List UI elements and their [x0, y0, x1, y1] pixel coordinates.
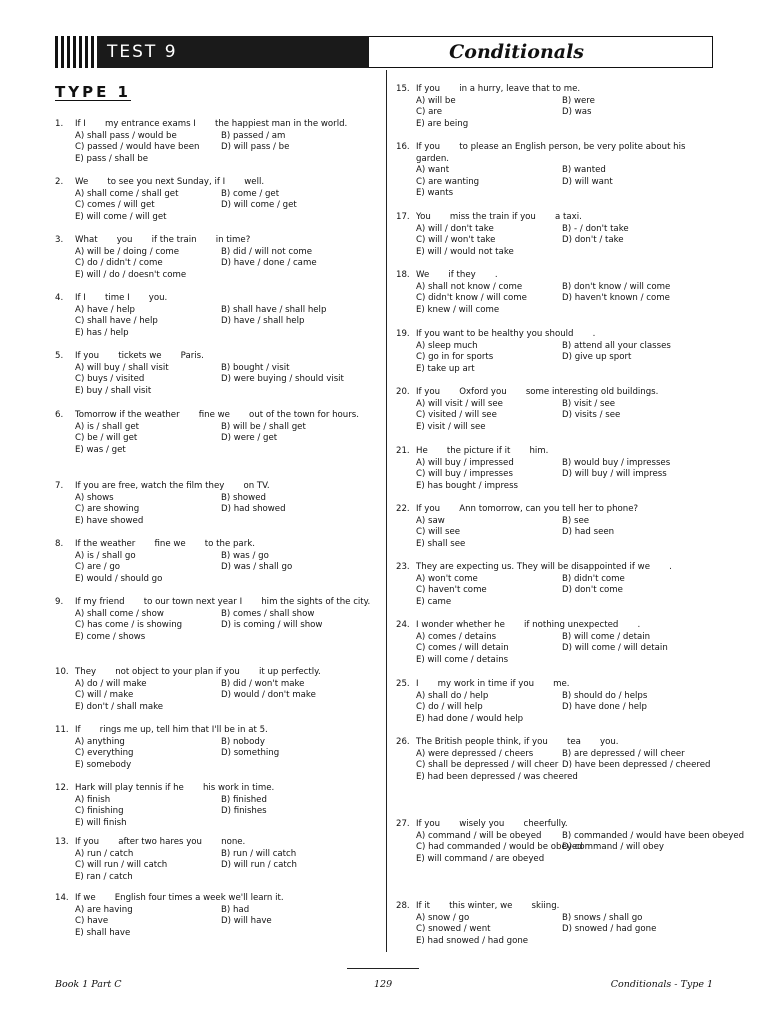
answer-option[interactable]: B) passed / am: [221, 130, 286, 141]
answer-option[interactable]: A) anything: [75, 736, 125, 747]
answer-option[interactable]: E) ran / catch: [75, 871, 133, 882]
question-text: They not object to your plan if you it up perfectly.: [75, 667, 321, 677]
answer-option[interactable]: B) come / get: [221, 188, 280, 199]
answer-option[interactable]: A) shall pass / would be: [75, 130, 177, 141]
answer-option[interactable]: E) come / shows: [75, 631, 146, 642]
answer-option[interactable]: D) will want: [562, 176, 613, 187]
question-28: [396, 901, 714, 947]
answer-option[interactable]: C) finishing: [75, 806, 124, 817]
answer-option[interactable]: C) are / go: [75, 562, 121, 573]
answer-option[interactable]: E) pass / shall be: [75, 153, 148, 164]
question-number: 9.: [55, 597, 64, 607]
answer-option[interactable]: C) are showing: [75, 504, 140, 515]
question-12: [55, 783, 373, 829]
answer-option[interactable]: E) had done / would help: [416, 713, 524, 724]
question-text: You miss the train if you a taxi.: [416, 212, 582, 222]
question-number: 17.: [396, 212, 410, 222]
question-stem: [396, 329, 714, 341]
question-text: If you after two hares you none.: [75, 837, 246, 847]
question-number: 3.: [55, 235, 64, 245]
question-11: [55, 725, 373, 771]
question-text: Hark will play tennis if he his work in time.: [75, 783, 275, 793]
question-number: 5.: [55, 351, 64, 361]
answer-option[interactable]: A) run / catch: [75, 848, 134, 859]
answer-options: [55, 363, 373, 398]
question-number: 26.: [396, 737, 410, 747]
answer-options: [55, 247, 373, 282]
footer-section: Conditionals - Type 1: [610, 979, 713, 990]
answer-option[interactable]: A) shall come / show: [75, 608, 164, 619]
answer-option[interactable]: E) take up art: [416, 363, 475, 374]
answer-option[interactable]: C) have: [75, 916, 109, 927]
answer-option[interactable]: A) shall do / help: [416, 690, 489, 701]
answer-option[interactable]: B) see: [562, 515, 590, 526]
answer-option[interactable]: E) shall have: [75, 927, 131, 938]
page-header: [55, 36, 713, 68]
question-text: If you want to be healthy you should .: [416, 329, 596, 339]
question-number: 8.: [55, 539, 64, 549]
answer-option[interactable]: C) everything: [75, 748, 134, 759]
question-stem: [396, 212, 714, 224]
answer-option[interactable]: C) comes / will detain: [416, 643, 509, 654]
answer-option[interactable]: B) are depressed / will cheer: [562, 748, 685, 759]
answer-option[interactable]: E) knew / will come: [416, 304, 500, 315]
answer-option[interactable]: C) will / won't take: [416, 235, 496, 246]
question-number: 16.: [396, 142, 410, 152]
question-stem: [55, 235, 373, 247]
answer-option[interactable]: B) should do / helps: [562, 690, 648, 701]
question-number: 1.: [55, 119, 64, 129]
question-text: What you if the train in time?: [75, 235, 251, 245]
question-15: [396, 84, 714, 130]
question-9: [55, 597, 373, 643]
answer-option[interactable]: E) would / should go: [75, 573, 163, 584]
answer-option[interactable]: A) will be / doing / come: [75, 246, 179, 257]
question-10: [55, 667, 373, 713]
answer-option[interactable]: C) visited / will see: [416, 410, 497, 421]
question-stem: [55, 725, 373, 737]
answer-option[interactable]: A) will buy / shall visit: [75, 362, 169, 373]
answer-option[interactable]: B) nobody: [221, 736, 265, 747]
question-16: [396, 142, 714, 200]
question-number: 18.: [396, 270, 410, 280]
answer-options: [396, 913, 714, 948]
answer-option[interactable]: C) are: [416, 107, 442, 118]
question-number: 20.: [396, 387, 410, 397]
question-text: Tomorrow if the weather fine we out of the town for hours.: [75, 410, 359, 420]
question-number: 24.: [396, 620, 410, 630]
answer-option[interactable]: D) will come / will detain: [562, 643, 668, 654]
answer-options: [396, 458, 714, 493]
question-stem: [55, 293, 373, 305]
answer-options: [396, 224, 714, 259]
answer-option[interactable]: A) snow / go: [416, 912, 470, 923]
answer-option[interactable]: C) passed / would have been: [75, 142, 200, 153]
answer-option[interactable]: E) will command / are obeyed: [416, 853, 545, 864]
answer-option[interactable]: C) shall be depressed / will cheer: [416, 760, 559, 771]
question-number: 23.: [396, 562, 410, 572]
answer-option[interactable]: A) command / will be obeyed: [416, 830, 542, 841]
question-text: If it this winter, we skiing.: [416, 901, 560, 911]
answer-option[interactable]: D) will pass / be: [221, 142, 290, 153]
answer-option[interactable]: B) showed: [221, 492, 266, 503]
answer-option[interactable]: C) be / will get: [75, 433, 138, 444]
answer-option[interactable]: C) comes / will get: [75, 200, 155, 211]
answer-options: [55, 609, 373, 644]
answer-option[interactable]: C) are wanting: [416, 176, 480, 187]
topic-title: Conditionals: [369, 36, 713, 68]
answer-option[interactable]: E) buy / shall visit: [75, 385, 152, 396]
answer-option[interactable]: C) has come / is showing: [75, 620, 183, 631]
answer-option[interactable]: B) snows / shall go: [562, 912, 643, 923]
answer-option[interactable]: A) sleep much: [416, 340, 478, 351]
answer-option[interactable]: A) is / shall go: [75, 550, 136, 561]
answer-option[interactable]: B) will come / detain: [562, 631, 651, 642]
answer-option[interactable]: A) were depressed / cheers: [416, 748, 534, 759]
question-number: 6.: [55, 410, 64, 420]
question-text: If rings me up, tell him that I'll be in at 5.: [75, 725, 268, 735]
answer-option[interactable]: A) won't come: [416, 573, 478, 584]
question-4: [55, 293, 373, 339]
answer-options: [55, 493, 373, 528]
question-stem: [55, 410, 373, 422]
answer-option[interactable]: A) have / help: [75, 304, 135, 315]
question-8: [55, 539, 373, 585]
answer-option[interactable]: A) shall come / shall get: [75, 188, 179, 199]
question-number: 10.: [55, 667, 69, 677]
answer-option[interactable]: C) shall have / help: [75, 316, 158, 327]
answer-option[interactable]: D) have done / help: [562, 702, 647, 713]
footer-rule: [347, 968, 419, 969]
answer-option[interactable]: E) visit / will see: [416, 421, 486, 432]
question-22: [396, 504, 714, 550]
question-text: I my work in time if you me.: [416, 679, 570, 689]
answer-option[interactable]: D) will have: [221, 916, 272, 927]
answer-option[interactable]: D) finishes: [221, 806, 267, 817]
answer-option[interactable]: B) don't know / will come: [562, 281, 671, 292]
answer-options: [396, 574, 714, 609]
question-stem: [396, 84, 714, 96]
question-text: If you tickets we Paris.: [75, 351, 204, 361]
answer-option[interactable]: B) would buy / impresses: [562, 457, 671, 468]
question-stem: [55, 597, 373, 609]
answer-option[interactable]: E) has bought / impress: [416, 480, 519, 491]
question-14: [55, 893, 373, 939]
question-number: 11.: [55, 725, 69, 735]
question-25: [396, 679, 714, 725]
question-text: If you in a hurry, leave that to me.: [416, 84, 581, 94]
answer-options: [55, 551, 373, 586]
question-number: 2.: [55, 177, 64, 187]
footer-book: Book 1 Part C: [55, 979, 122, 990]
answer-option[interactable]: E) will come / detains: [416, 654, 509, 665]
question-text: If I my entrance exams I the happiest man in the world.: [75, 119, 348, 129]
answer-option[interactable]: D) will buy / will impress: [562, 469, 667, 480]
answer-options: [55, 131, 373, 166]
question-stem: [55, 481, 373, 493]
answer-option[interactable]: A) is / shall get: [75, 421, 139, 432]
answer-options: [396, 282, 714, 317]
answer-option[interactable]: C) will run / will catch: [75, 860, 168, 871]
answer-option[interactable]: E) somebody: [75, 759, 132, 770]
answer-option[interactable]: C) haven't come: [416, 585, 487, 596]
answer-option[interactable]: C) do / didn't / come: [75, 258, 163, 269]
question-text: I wonder whether he if nothing unexpected .: [416, 620, 641, 630]
question-2: [55, 177, 373, 223]
answer-option[interactable]: D) command / will obey: [562, 842, 664, 853]
answer-option[interactable]: B) visit / see: [562, 398, 616, 409]
answer-option[interactable]: E) will / do / doesn't come: [75, 269, 187, 280]
question-text: If my friend to our town next year I him the sights of the city.: [75, 597, 371, 607]
answer-option[interactable]: D) is coming / will show: [221, 620, 323, 631]
answer-option[interactable]: B) comes / shall show: [221, 608, 315, 619]
answer-option[interactable]: D) haven't known / come: [562, 293, 670, 304]
question-stem: [55, 667, 373, 679]
answer-options: [55, 679, 373, 714]
answer-option[interactable]: E) had been depressed / was cheered: [416, 771, 578, 782]
question-text: If the weather fine we to the park.: [75, 539, 255, 549]
question-text: He the picture if it him.: [416, 446, 549, 456]
answer-option[interactable]: B) run / will catch: [221, 848, 297, 859]
answer-option[interactable]: D) would / don't make: [221, 690, 316, 701]
question-stem: [396, 446, 714, 458]
answer-options: [55, 305, 373, 340]
section-title: TYPE 1: [55, 83, 131, 101]
answer-option[interactable]: A) finish: [75, 794, 111, 805]
question-19: [396, 329, 714, 375]
answer-options: [55, 422, 373, 457]
answer-option[interactable]: A) do / will make: [75, 678, 147, 689]
question-stem: [396, 270, 714, 282]
answer-options: [396, 691, 714, 726]
answer-options: [396, 516, 714, 551]
answer-option[interactable]: D) have been depressed / cheered: [562, 760, 711, 771]
answer-option[interactable]: B) wanted: [562, 165, 606, 176]
question-24: [396, 620, 714, 666]
question-number: 21.: [396, 446, 410, 456]
answer-option[interactable]: D) have / shall help: [221, 316, 305, 327]
question-text: If you to please an English person, be very polite about his garden.: [416, 142, 689, 164]
answer-option[interactable]: D) had seen: [562, 527, 615, 538]
question-stem: [55, 893, 373, 905]
question-1: [55, 119, 373, 165]
answer-option[interactable]: B) finished: [221, 794, 267, 805]
answer-options: [396, 830, 745, 866]
question-26: [396, 737, 714, 783]
answer-option[interactable]: A) will be: [416, 95, 456, 106]
answer-option[interactable]: E) had snowed / had gone: [416, 935, 529, 946]
question-number: 14.: [55, 893, 69, 903]
answer-option[interactable]: D) was / shall go: [221, 562, 293, 573]
answer-option[interactable]: D) snowed / had gone: [562, 924, 657, 935]
answer-option[interactable]: E) has / help: [75, 327, 129, 338]
question-number: 22.: [396, 504, 410, 514]
answer-options: [396, 749, 714, 784]
question-number: 25.: [396, 679, 410, 689]
question-number: 12.: [55, 783, 69, 793]
answer-option[interactable]: A) will / don't take: [416, 223, 494, 234]
answer-option[interactable]: B) will be / shall get: [221, 421, 306, 432]
answer-option[interactable]: D) have / done / came: [221, 258, 317, 269]
question-number: 4.: [55, 293, 64, 303]
question-stem: [55, 837, 373, 849]
answer-option[interactable]: D) were buying / should visit: [221, 374, 344, 385]
question-text: If we English four times a week we'll learn it.: [75, 893, 284, 903]
page-number: 129: [374, 979, 393, 990]
question-stem: [55, 539, 373, 551]
answer-option[interactable]: C) had commanded / would be obeyed: [416, 842, 583, 853]
answer-option[interactable]: A) comes / detains: [416, 631, 497, 642]
answer-option[interactable]: C) will buy / impresses: [416, 469, 513, 480]
answer-option[interactable]: B) commanded / would have been obeyed: [562, 830, 745, 841]
answer-option[interactable]: D) was: [562, 107, 592, 118]
answer-option[interactable]: D) will run / catch: [221, 860, 297, 871]
question-stem: [396, 504, 714, 516]
question-7: [55, 481, 373, 527]
answer-option[interactable]: B) did / will not come: [221, 246, 313, 257]
answer-option[interactable]: A) shall not know / come: [416, 281, 523, 292]
answer-options: [396, 632, 714, 667]
answer-options: [396, 341, 714, 376]
answer-options: [55, 189, 373, 224]
question-text: They are expecting us. They will be disappointed if we .: [416, 562, 672, 572]
answer-option[interactable]: D) don't / take: [562, 235, 624, 246]
answer-option[interactable]: C) go in for sports: [416, 352, 494, 363]
question-text: The British people think, if you tea you.: [416, 737, 619, 747]
question-stem: [396, 562, 714, 574]
question-21: [396, 446, 714, 492]
answer-option[interactable]: A) will visit / will see: [416, 398, 503, 409]
question-stem: [55, 351, 373, 363]
answer-option[interactable]: E) came: [416, 596, 452, 607]
answer-option[interactable]: D) don't come: [562, 585, 623, 596]
answer-option[interactable]: A) saw: [416, 515, 445, 526]
answer-option[interactable]: A) shows: [75, 492, 114, 503]
question-6: [55, 410, 373, 456]
question-20: [396, 387, 714, 433]
answer-options: [55, 795, 373, 830]
header-stripes: [55, 36, 97, 68]
answer-option[interactable]: D) had showed: [221, 504, 286, 515]
question-23: [396, 562, 714, 608]
question-18: [396, 270, 714, 316]
answer-option[interactable]: C) buys / visited: [75, 374, 145, 385]
answer-option[interactable]: B) were: [562, 95, 595, 106]
answer-option[interactable]: E) was / get: [75, 444, 126, 455]
question-stem: [396, 620, 714, 632]
answer-option[interactable]: B) - / don't take: [562, 223, 629, 234]
answer-option[interactable]: E) don't / shall make: [75, 701, 164, 712]
question-stem: [55, 177, 373, 189]
question-text: If you wisely you cheerfully.: [416, 819, 568, 829]
answer-option[interactable]: B) attend all your classes: [562, 340, 671, 351]
question-stem: [55, 783, 373, 795]
question-number: 27.: [396, 819, 410, 829]
question-stem: [396, 142, 714, 165]
answer-option[interactable]: E) will / would not take: [416, 246, 514, 257]
question-stem: [396, 679, 714, 691]
question-number: 28.: [396, 901, 410, 911]
question-number: 7.: [55, 481, 64, 491]
question-3: [55, 235, 373, 281]
question-stem: [396, 387, 714, 399]
question-13: [55, 837, 373, 883]
answer-option[interactable]: C) didn't know / will come: [416, 293, 527, 304]
answer-option[interactable]: E) will finish: [75, 817, 127, 828]
column-divider: [386, 70, 387, 952]
answer-option[interactable]: A) are having: [75, 904, 133, 915]
answer-options: [396, 96, 714, 131]
question-5: [55, 351, 373, 397]
answer-option[interactable]: D) give up sport: [562, 352, 632, 363]
answer-option[interactable]: E) wants: [416, 188, 454, 199]
answer-option[interactable]: D) something: [221, 748, 280, 759]
question-text: If you Oxford you some interesting old buildings.: [416, 387, 659, 397]
question-stem: [396, 901, 714, 913]
answer-options: [55, 905, 373, 940]
answer-option[interactable]: D) visits / see: [562, 410, 621, 421]
answer-option[interactable]: B) shall have / shall help: [221, 304, 327, 315]
question-number: 13.: [55, 837, 69, 847]
answer-option[interactable]: C) do / will help: [416, 702, 483, 713]
answer-option[interactable]: B) bought / visit: [221, 362, 290, 373]
answer-option[interactable]: B) had: [221, 904, 250, 915]
question-text: We to see you next Sunday, if I well.: [75, 177, 265, 187]
answer-option[interactable]: C) snowed / went: [416, 924, 491, 935]
question-text: If you are free, watch the film they on TV.: [75, 481, 270, 491]
answer-option[interactable]: D) were / get: [221, 433, 278, 444]
test-label: TEST 9: [97, 36, 369, 68]
question-text: If you Ann tomorrow, can you tell her to phone?: [416, 504, 639, 514]
answer-option[interactable]: C) will / make: [75, 690, 134, 701]
answer-options: [396, 399, 714, 434]
answer-option[interactable]: E) will come / will get: [75, 211, 167, 222]
answer-option[interactable]: B) didn't come: [562, 573, 625, 584]
question-17: [396, 212, 714, 258]
answer-option[interactable]: E) shall see: [416, 538, 466, 549]
question-stem: [396, 737, 714, 749]
answer-option[interactable]: B) did / won't make: [221, 678, 305, 689]
answer-option[interactable]: A) will buy / impressed: [416, 457, 514, 468]
answer-options: [396, 165, 714, 200]
question-stem: [396, 819, 714, 831]
question-stem: [55, 119, 373, 131]
answer-option[interactable]: D) will come / get: [221, 200, 297, 211]
answer-options: [55, 849, 373, 884]
answer-option[interactable]: E) are being: [416, 118, 469, 129]
question-27: [396, 819, 745, 865]
answer-option[interactable]: C) will see: [416, 527, 461, 538]
question-number: 15.: [396, 84, 410, 94]
answer-options: [55, 737, 373, 772]
question-number: 19.: [396, 329, 410, 339]
question-text: We if they .: [416, 270, 498, 280]
answer-option[interactable]: A) want: [416, 165, 450, 176]
answer-option[interactable]: E) have showed: [75, 515, 144, 526]
answer-option[interactable]: B) was / go: [221, 550, 269, 561]
question-text: If I time I you.: [75, 293, 168, 303]
